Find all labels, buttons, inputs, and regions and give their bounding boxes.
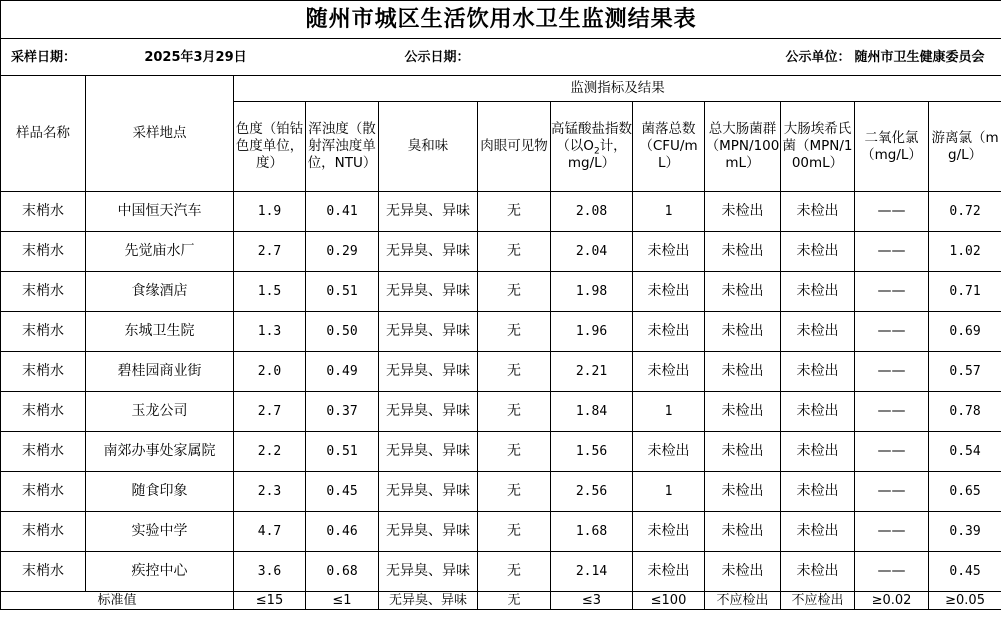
header-coliform: 总大肠菌群（MPN/100mL） (705, 102, 781, 192)
standard-cell: ≤3 (551, 592, 633, 610)
publish-date-value (478, 39, 705, 76)
table-cell: 未检出 (633, 552, 705, 592)
standard-cell: ≤1 (306, 592, 379, 610)
table-cell: —— (855, 432, 929, 472)
header-visible: 肉眼可见物 (478, 102, 551, 192)
table-cell: —— (855, 312, 929, 352)
table-cell: 先觉庙水厂 (86, 232, 234, 272)
table-cell: 无 (478, 272, 551, 312)
table-cell: 未检出 (705, 192, 781, 232)
table-cell: —— (855, 272, 929, 312)
table-row (1, 392, 1001, 432)
table-cell: 未检出 (705, 352, 781, 392)
table-cell: 玉龙公司 (86, 392, 234, 432)
table-cell: 无 (478, 472, 551, 512)
table-cell: 末梢水 (1, 272, 86, 312)
table-cell: 未检出 (633, 312, 705, 352)
table-cell: 0.51 (306, 432, 379, 472)
table-cell: 未检出 (633, 432, 705, 472)
standard-cell: 不应检出 (705, 592, 781, 610)
table-cell: 末梢水 (1, 392, 86, 432)
table-cell: 未检出 (705, 512, 781, 552)
header-chlorine-dioxide: 二氧化氯（mg/L） (855, 102, 929, 192)
header-odor: 臭和味 (379, 102, 478, 192)
header-permanganate (551, 102, 633, 192)
table-cell: 无异臭、异味 (379, 392, 478, 432)
table-cell: 1.3 (234, 312, 306, 352)
data-body (1, 192, 1001, 592)
table-cell: 南郊办事处家属院 (86, 432, 234, 472)
table-cell: 1.98 (551, 272, 633, 312)
header-sample-name: 样品名称 (1, 76, 86, 192)
table-row (1, 512, 1001, 552)
table-cell: 4.7 (234, 512, 306, 552)
table-cell: 未检出 (781, 392, 855, 432)
header-colony: 菌落总数（CFU/mL） (633, 102, 705, 192)
table-cell: 未检出 (705, 432, 781, 472)
table-cell: 0.50 (306, 312, 379, 352)
table-cell: 无异臭、异味 (379, 272, 478, 312)
table-cell: 1.5 (234, 272, 306, 312)
table-cell: 实验中学 (86, 512, 234, 552)
table-cell: 末梢水 (1, 472, 86, 512)
table-cell: 无 (478, 312, 551, 352)
table-row (1, 472, 1001, 512)
table-cell: 2.04 (551, 232, 633, 272)
header-location: 采样地点 (86, 76, 234, 192)
table-cell: 3.6 (234, 552, 306, 592)
table-cell: 未检出 (633, 512, 705, 552)
table-cell: 未检出 (633, 272, 705, 312)
table-cell: 末梢水 (1, 312, 86, 352)
table-cell: 未检出 (781, 352, 855, 392)
table-cell: 中国恒天汽车 (86, 192, 234, 232)
publish-unit-value: 随州市卫生健康委员会 (855, 39, 1001, 76)
table-cell: 2.7 (234, 392, 306, 432)
standard-cell: ≥0.02 (855, 592, 929, 610)
table-cell: 0.78 (929, 392, 1001, 432)
table-cell: 0.72 (929, 192, 1001, 232)
table-cell: 0.45 (306, 472, 379, 512)
table-cell: 未检出 (705, 552, 781, 592)
table-cell: —— (855, 552, 929, 592)
table-cell: 2.0 (234, 352, 306, 392)
table-row (1, 432, 1001, 472)
table-row (1, 312, 1001, 352)
table-cell: 未检出 (781, 232, 855, 272)
table-cell: 末梢水 (1, 512, 86, 552)
table-cell: 2.56 (551, 472, 633, 512)
table-cell: 0.29 (306, 232, 379, 272)
table-cell: —— (855, 392, 929, 432)
table-cell: 0.51 (306, 272, 379, 312)
table-cell: 末梢水 (1, 552, 86, 592)
table-row (1, 352, 1001, 392)
table-cell: 1.84 (551, 392, 633, 432)
standard-cell: 不应检出 (781, 592, 855, 610)
table-cell: 未检出 (633, 352, 705, 392)
table-cell: —— (855, 352, 929, 392)
table-cell: 0.39 (929, 512, 1001, 552)
table-cell: 无异臭、异味 (379, 552, 478, 592)
table-cell: 无 (478, 192, 551, 232)
table-cell: 0.46 (306, 512, 379, 552)
table-cell: 未检出 (705, 312, 781, 352)
table-cell: 无异臭、异味 (379, 432, 478, 472)
table-cell: 末梢水 (1, 352, 86, 392)
table-cell: 碧桂园商业街 (86, 352, 234, 392)
standard-cell: 无 (478, 592, 551, 610)
table-cell: 无异臭、异味 (379, 472, 478, 512)
table-cell: 未检出 (705, 392, 781, 432)
table-cell: 疾控中心 (86, 552, 234, 592)
table-cell: 1.02 (929, 232, 1001, 272)
table-cell: 2.08 (551, 192, 633, 232)
table-cell: —— (855, 512, 929, 552)
header-permanganate-a: 高锰酸盐指数（以O (551, 121, 632, 154)
table-cell: —— (855, 232, 929, 272)
sample-date-value: 2025年3月29日 (86, 39, 306, 76)
table-cell: 无 (478, 552, 551, 592)
table-cell: 1.56 (551, 432, 633, 472)
table-cell: 2.21 (551, 352, 633, 392)
table-cell: 末梢水 (1, 192, 86, 232)
table-cell: 无异臭、异味 (379, 512, 478, 552)
table-cell: 未检出 (781, 432, 855, 472)
table-cell: 0.49 (306, 352, 379, 392)
table-cell: 无异臭、异味 (379, 232, 478, 272)
table-cell: 食缘酒店 (86, 272, 234, 312)
header-ecoli: 大肠埃希氏菌（MPN/100mL） (781, 102, 855, 192)
table-cell: —— (855, 192, 929, 232)
page-title: 随州市城区生活饮用水卫生监测结果表 (1, 1, 1001, 39)
table-cell: 0.71 (929, 272, 1001, 312)
table-row (1, 232, 1001, 272)
table-cell: 1.96 (551, 312, 633, 352)
header-color: 色度（铂钴色度单位，度） (234, 102, 306, 192)
table-cell: 末梢水 (1, 232, 86, 272)
standard-cell: ≤100 (633, 592, 705, 610)
table-cell: 2.7 (234, 232, 306, 272)
table-cell: 未检出 (705, 472, 781, 512)
table-cell: 无 (478, 352, 551, 392)
header-permanganate-b: 计，mg/L） (567, 138, 627, 171)
table-cell: 末梢水 (1, 432, 86, 472)
table-cell: 1.9 (234, 192, 306, 232)
table-cell: 随食印象 (86, 472, 234, 512)
table-cell: 未检出 (781, 512, 855, 552)
table-cell: 无 (478, 512, 551, 552)
table-cell: 1 (633, 192, 705, 232)
table-cell: 0.57 (929, 352, 1001, 392)
publish-unit-label: 公示单位： (705, 39, 855, 76)
standard-cell: 无异臭、异味 (379, 592, 478, 610)
standard-cell: ≤15 (234, 592, 306, 610)
table-row (1, 272, 1001, 312)
table-cell: 无异臭、异味 (379, 192, 478, 232)
table-cell: 1 (633, 392, 705, 432)
table-cell: 0.69 (929, 312, 1001, 352)
table-cell: 0.45 (929, 552, 1001, 592)
table-cell: 无异臭、异味 (379, 312, 478, 352)
table-cell: 东城卫生院 (86, 312, 234, 352)
table-cell: 未检出 (705, 232, 781, 272)
table-cell: 1 (633, 472, 705, 512)
table-cell: 2.3 (234, 472, 306, 512)
table-cell: 未检出 (781, 272, 855, 312)
table-cell: 0.54 (929, 432, 1001, 472)
table-cell: 2.2 (234, 432, 306, 472)
publish-date-label: 公示日期： (306, 39, 478, 76)
table-cell: 未检出 (781, 192, 855, 232)
table-cell: 未检出 (781, 312, 855, 352)
header-permanganate-sub: 2 (593, 146, 600, 157)
header-turbidity: 浑浊度（散射浑浊度单位，NTU） (306, 102, 379, 192)
info-row (1, 39, 1001, 76)
standard-cell: ≥0.05 (929, 592, 1001, 610)
table-cell: 0.37 (306, 392, 379, 432)
table-cell: 无异臭、异味 (379, 352, 478, 392)
sample-date-label: 采样日期： (1, 39, 86, 76)
table-cell: 无 (478, 232, 551, 272)
table-cell: 2.14 (551, 552, 633, 592)
table-cell: 未检出 (781, 552, 855, 592)
table-cell: 0.41 (306, 192, 379, 232)
table-cell: 0.65 (929, 472, 1001, 512)
standard-row (1, 592, 1001, 610)
table-cell: —— (855, 472, 929, 512)
table-cell: 1.68 (551, 512, 633, 552)
table-cell: 未检出 (633, 232, 705, 272)
header-group: 监测指标及结果 (234, 76, 1001, 102)
table-row (1, 192, 1001, 232)
header-free-chlorine: 游离氯（mg/L） (929, 102, 1001, 192)
table-cell: 未检出 (781, 472, 855, 512)
table-cell: 未检出 (705, 272, 781, 312)
table-cell: 0.68 (306, 552, 379, 592)
standard-label: 标准值 (1, 592, 234, 610)
table-cell: 无 (478, 432, 551, 472)
table-cell: 无 (478, 392, 551, 432)
table-row (1, 552, 1001, 592)
